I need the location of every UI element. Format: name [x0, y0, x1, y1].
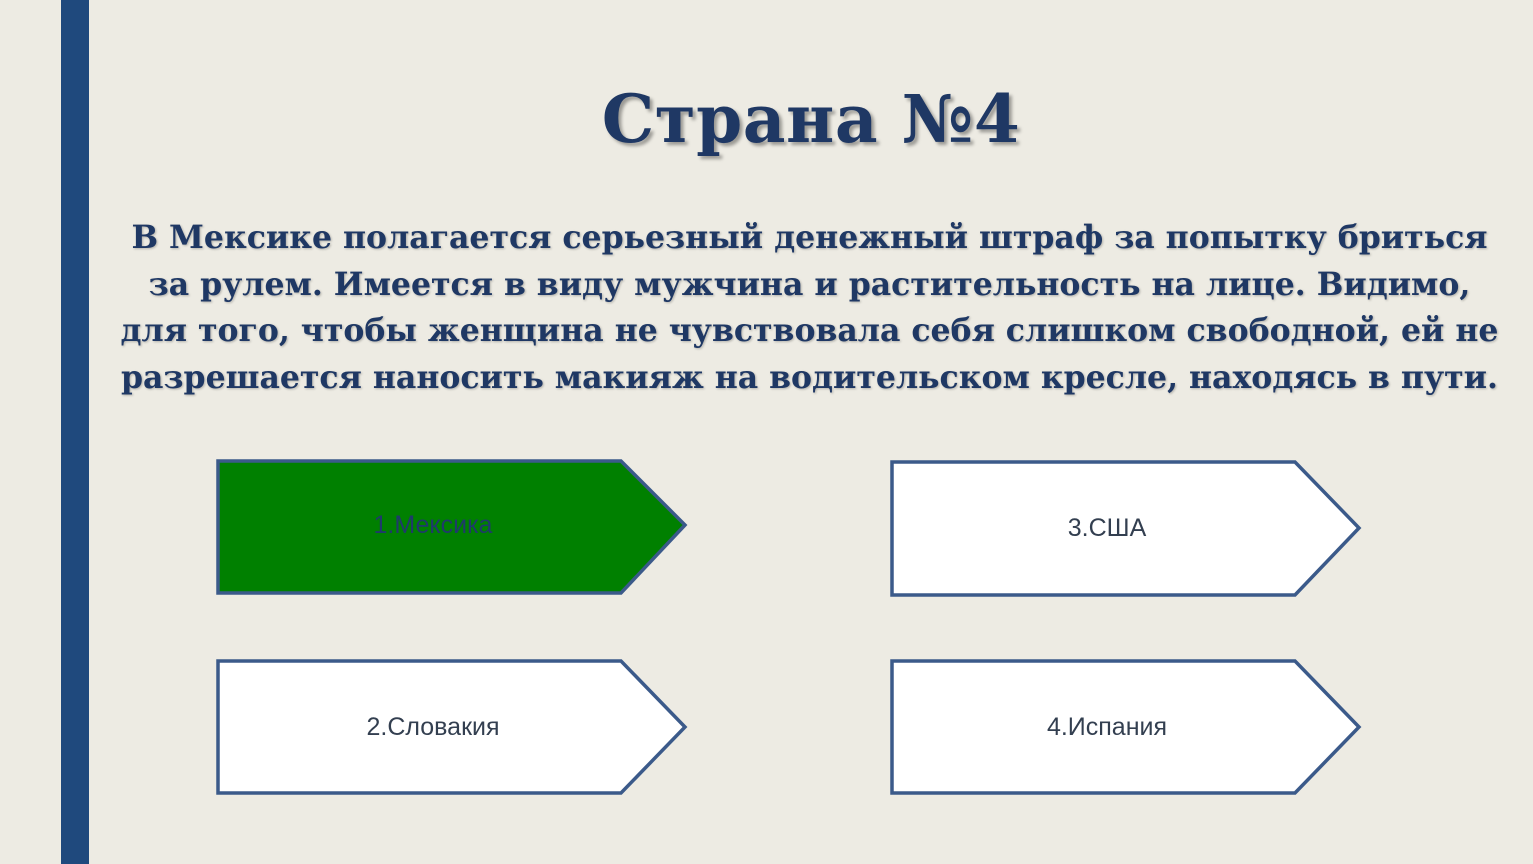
answer-label-4: 4.Испания [1046, 712, 1168, 741]
question-text: В Мексике полагается серьезный денежный штраф за попытку бриться за рулем. Имеется в виду мужчина и растительность на лице. Видимо, для того, чтобы женщина не чувствовала себя слишком свободной, ей не разрешается наносить макияж на водительском кресле, находясь в пути. [120, 219, 1499, 396]
answer-label-2: 2.Словакия [366, 712, 500, 741]
answer-button-2[interactable] [215, 657, 690, 797]
slide-title: Страна №4 [601, 80, 1021, 158]
answer-button-3[interactable] [889, 458, 1364, 598]
answer-button-1[interactable] [215, 457, 690, 597]
answer-button-4[interactable] [889, 657, 1364, 797]
accent-side-bar [61, 0, 89, 864]
answer-label-1: 1.Мексика [373, 510, 493, 539]
answer-label-3: 3.США [1067, 513, 1147, 542]
